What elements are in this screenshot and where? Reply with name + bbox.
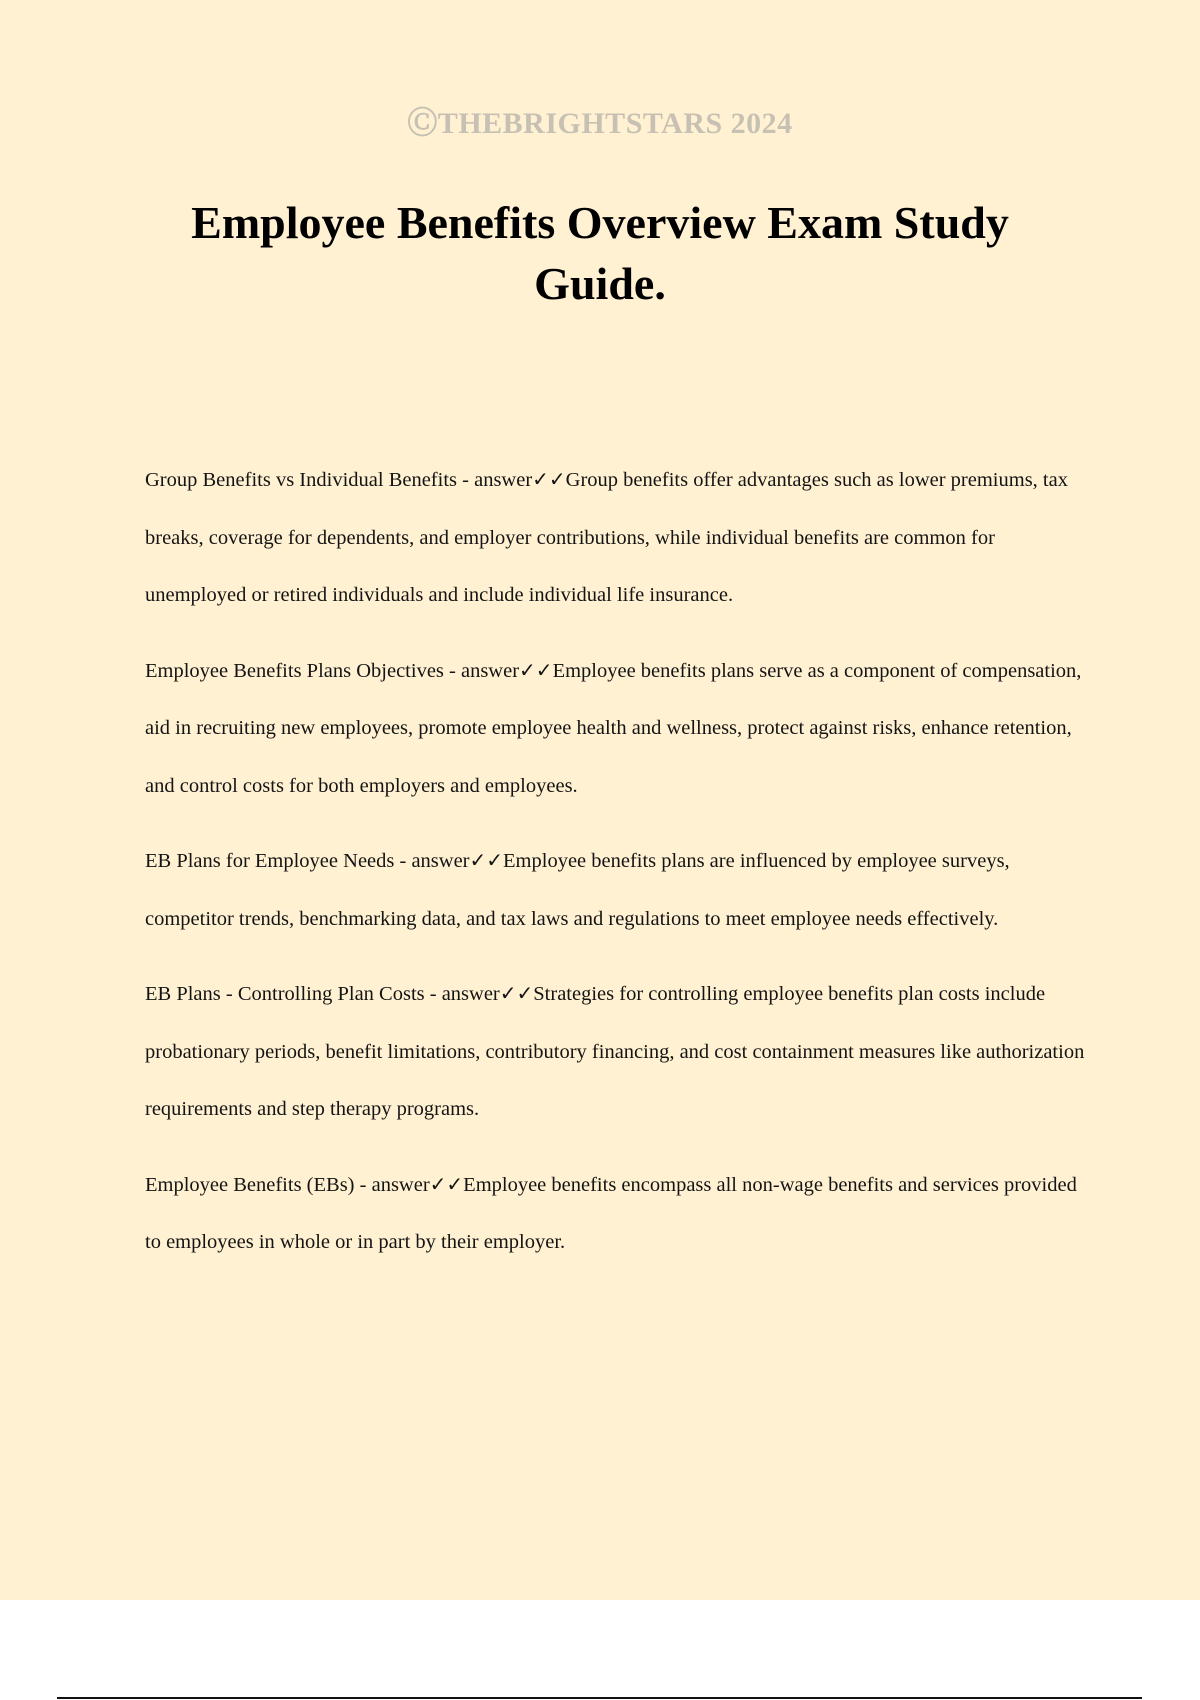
qa-item bbox=[145, 642, 1090, 816]
qa-item bbox=[145, 965, 1090, 1139]
answer-separator: - answer bbox=[394, 850, 470, 872]
qa-item bbox=[145, 1156, 1090, 1272]
answer-separator: - answer bbox=[457, 469, 533, 491]
answer-separator: - answer bbox=[354, 1173, 430, 1196]
qa-answer: Employee benefits encompass all non-wage benefits and services provided to employees in whole or in part by their employer. bbox=[145, 1173, 1077, 1253]
check-mark-icon: ✓✓ bbox=[429, 1171, 464, 1196]
check-mark-icon: ✓✓ bbox=[532, 467, 566, 491]
document-title: Employee Benefits Overview Exam Study Guide. bbox=[191, 197, 1009, 309]
answer-separator: - answer bbox=[443, 659, 520, 682]
qa-term: Employee Benefits Plans Objectives bbox=[145, 659, 444, 682]
study-guide-content bbox=[145, 451, 1090, 1289]
qa-term: EB Plans - Controlling Plan Costs bbox=[145, 983, 425, 1005]
qa-term: EB Plans for Employee Needs bbox=[145, 850, 395, 872]
page-divider bbox=[57, 1697, 1142, 1699]
check-mark-icon: ✓✓ bbox=[499, 981, 534, 1005]
check-mark-icon: ✓✓ bbox=[469, 848, 504, 872]
copyright-watermark: ⒸTHEBRIGHTSTARS 2024 bbox=[407, 107, 793, 140]
qa-term: Group Benefits vs Individual Benefits bbox=[145, 469, 458, 491]
qa-answer: Employee benefits plans are influenced by employee surveys, competitor trends, benchmarking data, and tax laws and regulations to meet employee needs effectively. bbox=[145, 850, 1010, 930]
qa-item bbox=[145, 832, 1090, 948]
qa-answer: Group benefits offer advantages such as lower premiums, tax breaks, coverage for dependents, and employer contributions, while individual benefits are common for unemployed or retired individuals and include individual life insurance. bbox=[145, 469, 1068, 606]
answer-separator: - answer bbox=[424, 983, 500, 1005]
qa-item bbox=[145, 451, 1090, 625]
qa-answer: Strategies for controlling employee benefits plan costs include probationary periods, benefit limitations, contributory financing, and cost containment measures like authorization requirements and step therapy programs. bbox=[145, 983, 1085, 1120]
check-mark-icon: ✓✓ bbox=[519, 657, 553, 682]
qa-term: Employee Benefits (EBs) bbox=[145, 1173, 355, 1196]
qa-answer: Employee benefits plans serve as a component of compensation, aid in recruiting new employees, promote employee health and wellness, protect against risks, enhance retention, and control costs for both employers and employees. bbox=[145, 659, 1082, 797]
